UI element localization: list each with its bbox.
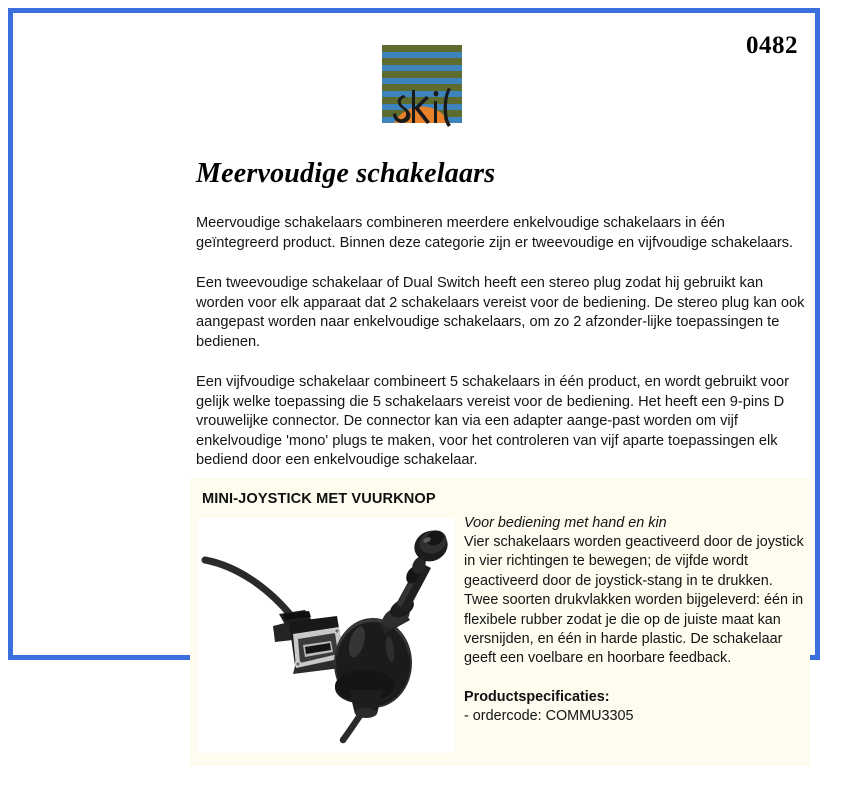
specifications-title: Productspecificaties: [464,688,610,705]
mini-joystick-photo-graphic [197,518,455,753]
article-paragraph-1: Meervoudige schakelaars combineren meerdere enkelvoudige schakelaars in één geïntegreerd product. Binnen deze categorie zijn er tweevoudige en vijfvoudige schakelaars. [196,215,794,251]
skil-logo [372,43,480,141]
product-specifications [464,689,804,726]
specification-ordercode: - ordercode: COMMU3305 [464,707,634,724]
article-paragraph-2: Een tweevoudige schakelaar of Dual Switch heeft een stereo plug zodat hij gebruikt kan worden voor elk apparaat dat 2 schakelaars vereist voor de bediening. De stereo plug kan ook aangepast worden naar enkelvoudige schakelaars, om zo 2 afzonder-lijke toepassingen te bedienen. [196,275,805,350]
product-paragraph-1: Vier schakelaars worden geactiveerd door de joystick in vier richtingen te bewegen; de vijfde wordt geactiveerd door de joystick-stang in te drukken. [464,534,804,589]
product-heading: MINI-JOYSTICK MET VUURKNOP [202,491,436,507]
product-paragraph-2: Twee soorten drukvlakken worden bijgeleverd: één in flexibele rubber zodat je die op de juiste maat kan versnijden, en één in harde plastic. De schakelaar geeft een voelbare en hoorbare feedback. [464,592,804,667]
document-number: 0482 [746,32,798,59]
page-title: Meervoudige schakelaars [196,158,496,189]
article-body [196,158,808,492]
skil-logo-graphic [372,43,480,141]
page-header [0,0,843,150]
mini-joystick-photo [197,518,455,753]
article-paragraph-3: Een vijfvoudige schakelaar combineert 5 schakelaars in één product, en wordt gebruikt voor gelijk welke toepassing die 5 schakelaars vereist voor de bediening. Het heeft een 9-pins D vrouwelijke connector. De connector kan via een adapter aange-past worden om vijf enkelvoudige 'mono' plugs te maken, voor het controleren van vijf aparte toepassingen elk bediend door een enkelvoudige schakelaar. [196,374,789,468]
product-panel [190,478,810,766]
product-tagline: Voor bediening met hand en kin [464,515,667,531]
product-description [464,514,804,726]
